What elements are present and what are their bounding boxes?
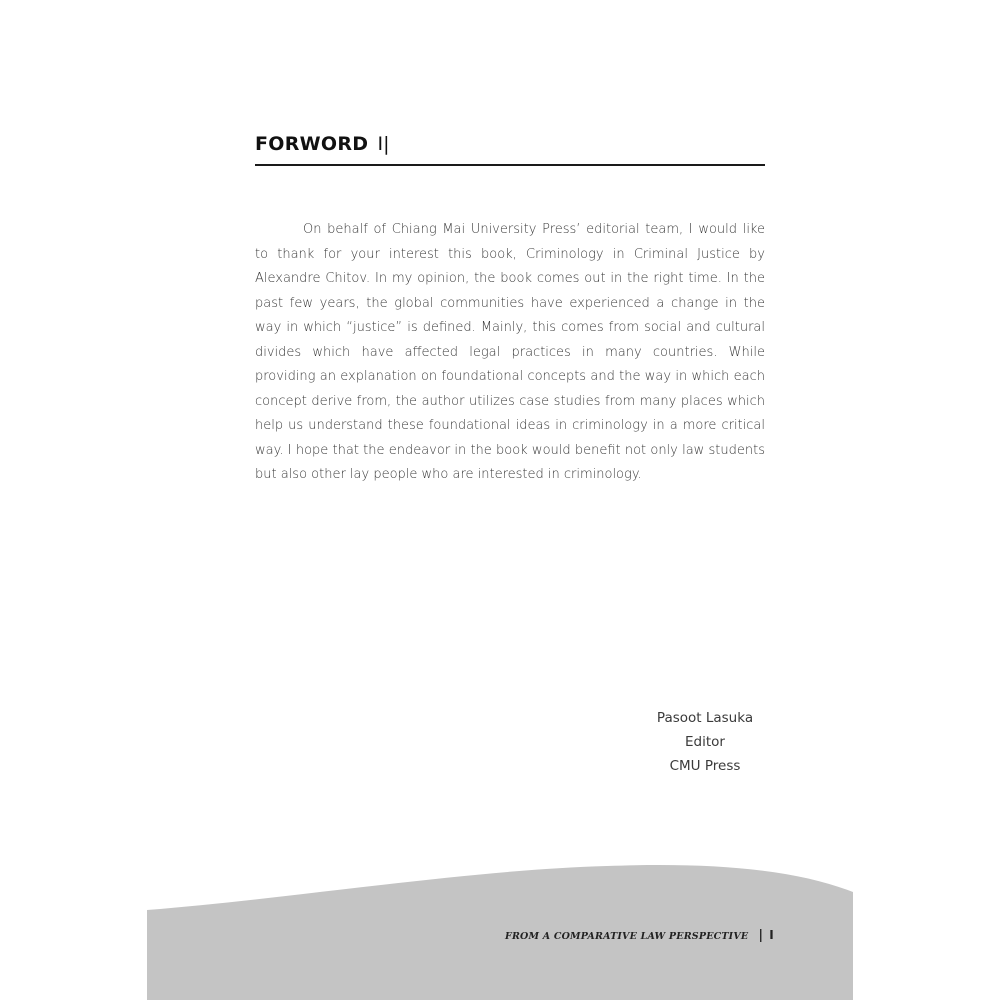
page-number: I — [769, 928, 774, 942]
section-heading — [255, 130, 765, 166]
running-footer — [505, 926, 774, 944]
signature-name: Pasoot Lasuka — [656, 710, 754, 726]
footer-running-title: FROM A COMPARATIVE LAW PERSPECTIVE — [505, 931, 749, 942]
foreword-paragraph: On behalf of Chiang Mai University Press’ editorial team, I would like to thank for your interest this book, Criminology in Criminal Justice by Alexandre Chitov. In my opinion, the book comes out in the right time. In the past few years, the global communities have experienced a change in the way in which “justice” is defined. Mainly, this comes from social and cultural divides which have affected legal practices in many countries. While providing an explanation on foundational concepts and the way in which each concept derive from, the author utilizes case studies from many places which help us understand these foundational ideas in criminology in a more critical way. I hope that the endeavor in the book would benefit not only law students but also other lay people who are interested in criminology. — [255, 222, 765, 482]
signature-block — [600, 706, 810, 778]
signature-organization: CMU Press — [669, 758, 741, 774]
signature-role: Editor — [685, 734, 725, 750]
heading-title: FORWORD — [255, 133, 369, 155]
heading-numeral: I| — [377, 133, 390, 155]
footer-separator: | — [758, 928, 764, 943]
